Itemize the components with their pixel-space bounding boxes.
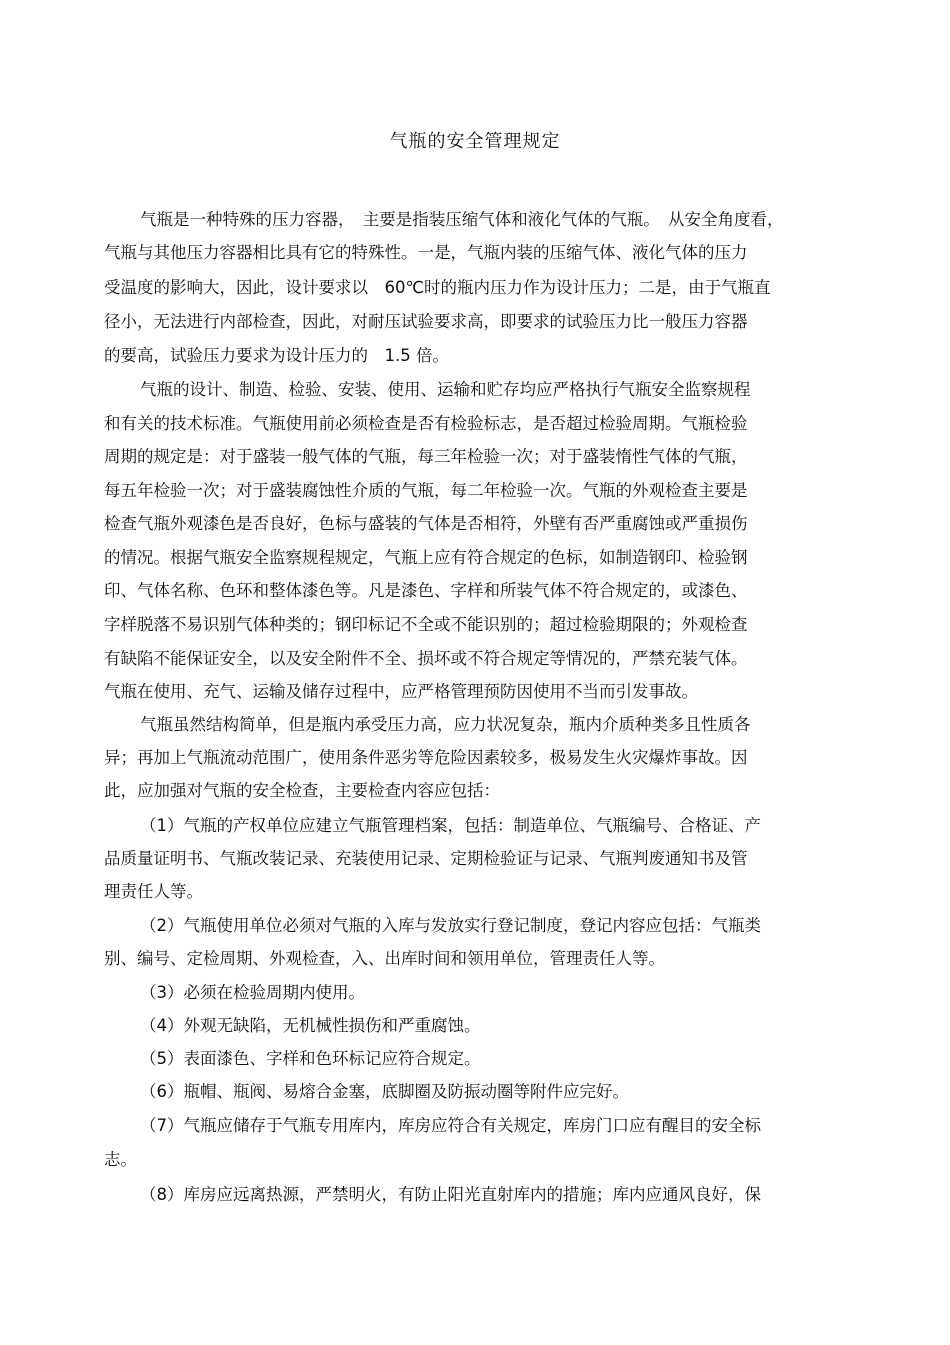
- paragraph-line: 气瓶的设计、制造、检验、安装、使用、运输和贮存均应严格执行气瓶安全监察规程: [140, 380, 751, 399]
- list-item-line: （4）外观无缺陷，无机械性损伤和严重腐蚀。: [140, 1016, 481, 1035]
- paragraph-line: 字样脱落不易识别气体种类的；钢印标记不全或不能识别的；超过检验期限的；外观检查: [104, 615, 748, 634]
- paragraph-line: 和有关的技术标准。气瓶使用前必须检查是否有检验标志，是否超过检验周期。气瓶检验: [104, 414, 748, 433]
- paragraph-line: 受温度的影响大，因此，设计要求以 60℃时的瓶内压力作为设计压力；二是，由于气瓶直: [104, 278, 771, 297]
- list-item-line: （8）库房应远离热源，严禁明火，有防止阳光直射库内的措施；库内应通风良好，保: [140, 1185, 761, 1204]
- paragraph-line: 印、气体名称、色环和整体漆色等。凡是漆色、字样和所装气体不符合规定的，或漆色、: [104, 581, 748, 600]
- list-item-line: 理责任人等。: [104, 882, 203, 901]
- list-item-line: 品质量证明书、气瓶改装记录、充装使用记录、定期检验证与记录、气瓶判废通知书及管: [104, 849, 748, 868]
- paragraph-line: 气瓶虽然结构简单，但是瓶内承受压力高，应力状况复杂，瓶内介质种类多且性质各: [140, 715, 751, 734]
- paragraph-line: 检查气瓶外观漆色是否良好，色标与盛装的气体是否相符，外壁有否严重腐蚀或严重损伤: [104, 514, 748, 533]
- paragraph-line: 异；再加上气瓶流动范围广，使用条件恶劣等危险因素较多，极易发生火灾爆炸事故。因: [104, 748, 748, 767]
- list-item-line: （2）气瓶使用单位必须对气瓶的入库与发放实行登记制度，登记内容应包括：气瓶类: [140, 916, 761, 935]
- paragraph-line: 气瓶是一种特殊的压力容器， 主要是指装压缩气体和液化气体的气瓶。 从安全角度看，: [140, 210, 784, 229]
- paragraph-line: 的情况。根据气瓶安全监察规程规定，气瓶上应有符合规定的色标，如制造钢印、检验钢: [104, 548, 748, 567]
- list-item-line: （3）必须在检验周期内使用。: [140, 983, 365, 1002]
- list-item-line: （1）气瓶的产权单位应建立气瓶管理档案，包括：制造单位、气瓶编号、合格证、产: [140, 816, 761, 835]
- paragraph-line: 气瓶与其他压力容器相比具有它的特殊性。一是，气瓶内装的压缩气体、液化气体的压力: [104, 243, 748, 262]
- page-title: 气瓶的安全管理规定: [389, 131, 561, 152]
- list-item-line: （7）气瓶应储存于气瓶专用库内，库房应符合有关规定，库房门口应有醒目的安全标: [140, 1116, 761, 1135]
- list-item-line: 志。: [104, 1150, 137, 1169]
- paragraph-line: 的要高，试验压力要求为设计压力的 1.5 倍。: [104, 346, 449, 365]
- paragraph-line: 径小，无法进行内部检查，因此，对耐压试验要求高，即要求的试验压力比一般压力容器: [104, 312, 748, 331]
- paragraph-line: 每五年检验一次；对于盛装腐蚀性介质的气瓶，每二年检验一次。气瓶的外观检查主要是: [104, 481, 748, 500]
- list-item-line: 别、编号、定检周期、外观检查，入、出库时间和领用单位，管理责任人等。: [104, 949, 665, 968]
- list-item-line: （6）瓶帽、瓶阀、易熔合金塞，底脚圈及防振动圈等附件应完好。: [140, 1082, 629, 1101]
- paragraph-line: 此，应加强对气瓶的安全检查，主要检查内容应包括：: [104, 781, 500, 800]
- list-item-line: （5）表面漆色、字样和色环标记应符合规定。: [140, 1049, 481, 1068]
- paragraph-line: 周期的规定是：对于盛装一般气体的气瓶，每三年检验一次；对于盛装惰性气体的气瓶，: [104, 447, 748, 466]
- paragraph-line: 有缺陷不能保证安全，以及安全附件不全、损坏或不符合规定等情况的，严禁充装气体。: [104, 649, 748, 668]
- paragraph-line: 气瓶在使用、充气、运输及储存过程中，应严格管理预防因使用不当而引发事故。: [104, 682, 698, 701]
